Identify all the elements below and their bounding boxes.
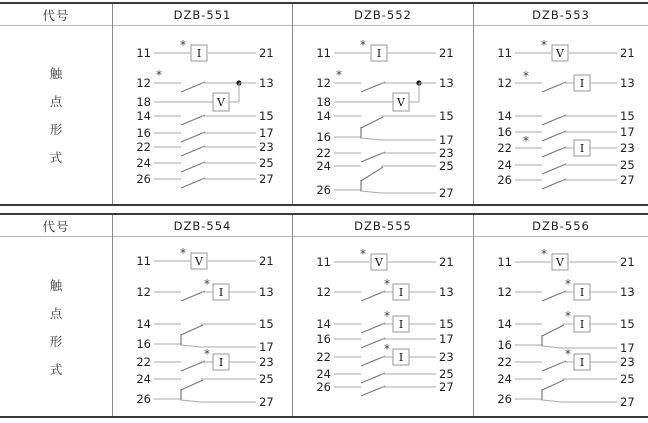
terminal-label: 16 [136, 337, 151, 351]
terminal-label: 15 [439, 317, 454, 331]
link-line [542, 346, 562, 348]
terminal-label: 11 [136, 46, 151, 60]
model-header-dzb-552: DZB-552 [293, 4, 473, 26]
row-label-cell [0, 26, 112, 204]
meter-letter: I [579, 141, 585, 155]
terminal-label: 14 [316, 317, 331, 331]
terminal-label: 23 [259, 355, 274, 369]
row-label-char: 式 [49, 361, 63, 377]
contact-arm [542, 325, 564, 336]
contact-form-label [0, 237, 112, 416]
model-header-dzb-551: DZB-551 [113, 4, 292, 26]
meter-letter: I [398, 285, 404, 299]
meter-letter: I [579, 285, 585, 299]
model-header-dzb-554: DZB-554 [113, 215, 292, 237]
star-marker: * [156, 68, 162, 82]
diagram-cell-dzb-551 [113, 26, 292, 204]
row-label-char: 点 [49, 305, 63, 321]
terminal-label: 17 [439, 133, 454, 147]
terminal-label: 12 [136, 76, 151, 90]
star-marker: * [384, 342, 390, 356]
terminal-label: 21 [439, 46, 454, 60]
contact-arm [542, 380, 564, 390]
meter-letter: V [217, 95, 225, 109]
terminal-label: 16 [316, 332, 331, 346]
terminal-label: 22 [136, 140, 151, 154]
terminal-label: 24 [316, 159, 331, 173]
meter-letter: I [579, 76, 585, 90]
contact-diagram-dzb-553 [474, 26, 648, 204]
meter-letter: I [579, 317, 585, 331]
terminal-label: 25 [439, 367, 454, 381]
star-marker: * [384, 309, 390, 323]
terminal-label: 23 [620, 355, 635, 369]
row-label-char: 式 [49, 150, 63, 165]
diagram-cell-dzb-552 [293, 26, 473, 204]
terminal-label: 18 [136, 95, 151, 109]
contact-arm [181, 325, 203, 335]
terminal-label: 14 [136, 109, 151, 123]
terminal-label: 25 [259, 372, 274, 386]
terminal-label: 25 [439, 159, 454, 173]
terminal-label: 22 [136, 355, 151, 369]
terminal-label: 16 [136, 126, 151, 140]
terminal-label: 21 [620, 255, 635, 269]
terminal-label: 17 [620, 125, 635, 139]
column-dzb-551 [112, 4, 292, 204]
terminal-label: 14 [497, 317, 512, 331]
terminal-label: 17 [439, 332, 454, 346]
terminal-label: 12 [316, 285, 331, 299]
terminal-label: 11 [497, 255, 512, 269]
contact-form-table-top [0, 2, 648, 206]
meter-letter: I [218, 355, 224, 369]
column-dzb-555 [292, 215, 473, 416]
terminal-label: 16 [497, 338, 512, 352]
terminal-label: 23 [259, 140, 274, 154]
row-label-char: 触 [49, 277, 63, 293]
terminal-label: 13 [620, 76, 635, 90]
terminal-label: 17 [620, 341, 635, 355]
diagram-cell-dzb-554 [113, 237, 292, 416]
contact-form-label [0, 26, 112, 204]
meter-letter: I [398, 350, 404, 364]
terminal-label: 16 [497, 125, 512, 139]
terminal-label: 17 [259, 126, 274, 140]
terminal-label: 14 [497, 109, 512, 123]
link-line [361, 191, 381, 193]
terminal-label: 23 [439, 146, 454, 160]
terminal-label: 23 [439, 350, 454, 364]
terminal-label: 22 [316, 350, 331, 364]
row-label-cell [0, 237, 112, 416]
terminal-label: 12 [316, 76, 331, 90]
meter-letter: I [196, 46, 202, 60]
terminal-label: 13 [259, 285, 274, 299]
terminal-label: 26 [497, 392, 512, 406]
star-marker: * [204, 347, 210, 361]
terminal-label: 12 [497, 285, 512, 299]
star-marker: * [565, 347, 571, 361]
terminal-label: 14 [136, 317, 151, 331]
terminal-label: 12 [136, 285, 151, 299]
contact-arm [181, 380, 203, 390]
star-marker: * [204, 277, 210, 291]
terminal-label: 11 [316, 46, 331, 60]
star-marker: * [541, 38, 547, 52]
code-column [0, 4, 112, 204]
terminal-label: 27 [439, 380, 454, 394]
terminal-label: 21 [620, 46, 635, 60]
contact-form-table-bottom [0, 213, 648, 418]
terminal-label: 15 [620, 109, 635, 123]
contact-diagram-dzb-554 [113, 237, 292, 415]
terminal-label: 11 [316, 255, 331, 269]
star-marker: * [180, 246, 186, 260]
terminal-label: 17 [259, 340, 274, 354]
column-dzb-552 [292, 4, 473, 204]
terminal-label: 16 [316, 130, 331, 144]
terminal-label: 13 [439, 285, 454, 299]
meter-letter: V [195, 254, 203, 268]
terminal-label: 22 [497, 141, 512, 155]
meter-letter: I [376, 46, 382, 60]
star-marker: * [336, 68, 342, 82]
contact-diagram-dzb-556 [474, 237, 648, 415]
terminal-label: 13 [439, 76, 454, 90]
terminal-label: 24 [136, 372, 151, 386]
model-header-dzb-556: DZB-556 [474, 215, 648, 237]
terminal-label: 24 [316, 367, 331, 381]
terminal-label: 27 [259, 395, 274, 409]
terminal-label: 26 [316, 183, 331, 197]
terminal-label: 15 [259, 317, 274, 331]
terminal-label: 15 [439, 109, 454, 123]
model-header-dzb-553: DZB-553 [474, 4, 648, 26]
terminal-label: 24 [497, 372, 512, 386]
terminal-label: 25 [620, 158, 635, 172]
terminal-label: 23 [620, 141, 635, 155]
meter-letter: V [556, 255, 564, 269]
star-marker: * [565, 309, 571, 323]
link-line [361, 138, 381, 140]
star-marker: * [360, 247, 366, 261]
row-label-char: 触 [49, 66, 63, 81]
terminal-label: 13 [259, 76, 274, 90]
terminal-label: 15 [620, 317, 635, 331]
code-header: 代号 [0, 4, 112, 26]
terminal-label: 22 [316, 146, 331, 160]
star-marker: * [384, 277, 390, 291]
terminal-label: 26 [136, 172, 151, 186]
terminal-label: 27 [620, 173, 635, 187]
contact-arm [361, 117, 383, 128]
terminal-label: 11 [497, 46, 512, 60]
row-label-char: 点 [49, 94, 63, 109]
terminal-label: 18 [316, 95, 331, 109]
diagram-cell-dzb-556 [474, 237, 648, 416]
terminal-label: 15 [259, 109, 274, 123]
diagram-cell-dzb-553 [474, 26, 648, 204]
star-marker: * [541, 247, 547, 261]
code-column [0, 215, 112, 416]
terminal-label: 27 [620, 395, 635, 409]
code-header: 代号 [0, 215, 112, 237]
star-marker: * [523, 69, 529, 83]
terminal-label: 27 [439, 186, 454, 200]
terminal-label: 21 [259, 254, 274, 268]
meter-letter: V [375, 255, 383, 269]
terminal-label: 26 [316, 380, 331, 394]
meter-letter: V [556, 46, 564, 60]
terminal-label: 24 [136, 156, 151, 170]
contact-arm [361, 167, 383, 181]
meter-letter: I [218, 285, 224, 299]
terminal-label: 26 [136, 392, 151, 406]
terminal-label: 13 [620, 285, 635, 299]
star-marker: * [523, 134, 529, 148]
column-dzb-553 [473, 4, 648, 204]
row-label-char: 形 [49, 122, 63, 137]
contact-diagram-dzb-552 [293, 26, 473, 204]
link-line [181, 400, 201, 402]
terminal-label: 27 [259, 172, 274, 186]
terminal-label: 22 [497, 355, 512, 369]
contact-diagram-dzb-551 [113, 26, 292, 204]
terminal-label: 11 [136, 254, 151, 268]
star-marker: * [565, 277, 571, 291]
model-header-dzb-555: DZB-555 [293, 215, 473, 237]
column-dzb-554 [112, 215, 292, 416]
meter-letter: I [398, 317, 404, 331]
diagram-cell-dzb-555 [293, 237, 473, 416]
star-marker: * [360, 38, 366, 52]
terminal-label: 24 [497, 158, 512, 172]
terminal-label: 26 [497, 173, 512, 187]
meter-letter: V [397, 95, 405, 109]
terminal-label: 21 [259, 46, 274, 60]
meter-letter: I [579, 355, 585, 369]
terminal-label: 12 [497, 76, 512, 90]
column-dzb-556 [473, 215, 648, 416]
terminal-label: 14 [316, 109, 331, 123]
row-label-char: 形 [49, 333, 63, 349]
terminal-label: 25 [620, 372, 635, 386]
link-line [181, 345, 201, 347]
contact-diagram-dzb-555 [293, 237, 473, 415]
link-line [542, 400, 562, 402]
terminal-label: 25 [259, 156, 274, 170]
star-marker: * [180, 38, 186, 52]
terminal-label: 21 [439, 255, 454, 269]
